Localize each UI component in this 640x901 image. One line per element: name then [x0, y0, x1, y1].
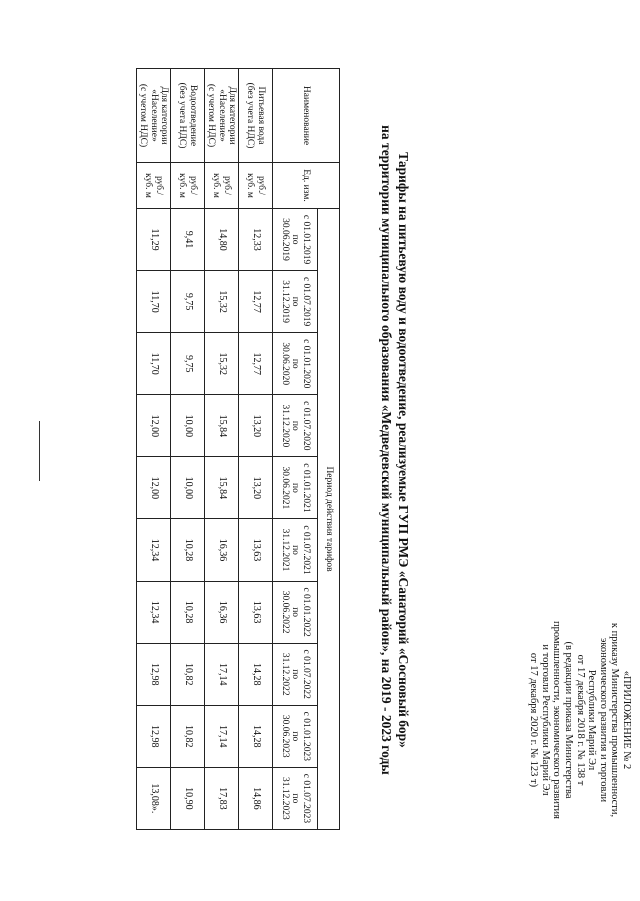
period-to: 31.12.2020: [279, 404, 290, 448]
period-to: 31.12.2019: [279, 280, 290, 324]
period-to: 30.06.2022: [279, 590, 290, 634]
tariff-value-cell: 12,98: [137, 705, 171, 767]
period-mid: по: [290, 483, 301, 493]
row-name-cell: [239, 69, 273, 163]
tariff-value-cell: 10,90: [171, 767, 205, 829]
period-header-cell: [273, 271, 318, 333]
header-unit: Ед. изм.: [273, 163, 340, 209]
tariff-value-cell: 13,08».: [137, 767, 171, 829]
period-from: с 01.07.2021: [300, 525, 311, 575]
tariff-value-cell: 12,77: [239, 271, 273, 333]
period-to: 31.12.2021: [279, 528, 290, 572]
row-name-cell: [171, 69, 205, 163]
document-title: [378, 60, 412, 840]
row-name-line: (с учетом НДС): [206, 83, 217, 148]
period-from: с 01.07.2019: [300, 276, 311, 327]
tariff-value-cell: 15,32: [205, 271, 239, 333]
divider-line: [39, 421, 40, 481]
tariff-value-cell: 15,32: [205, 333, 239, 395]
row-unit-line: куб. м: [143, 173, 154, 198]
tariff-value-cell: 12,00: [137, 457, 171, 519]
period-to: 30.06.2023: [279, 714, 290, 758]
row-name-line: «Население»: [216, 89, 227, 142]
period-from: с 01.01.2021: [300, 463, 311, 513]
row-unit-cell: [205, 163, 239, 209]
table-row: [205, 69, 239, 830]
tariff-value-cell: 15,84: [205, 395, 239, 457]
tariff-value-cell: 12,00: [137, 395, 171, 457]
tariff-value-cell: 16,36: [205, 519, 239, 581]
appendix-line: и торговли Республики Марий Эл: [539, 644, 551, 796]
period-from: с 01.07.2023: [300, 773, 311, 824]
tariff-value-cell: 12,33: [239, 209, 273, 271]
tariff-value-cell: 10,28: [171, 519, 205, 581]
tariff-value-cell: 13,63: [239, 581, 273, 643]
tariff-value-cell: 11,29: [137, 209, 171, 271]
period-mid: по: [290, 731, 301, 742]
appendix-line: Республики Марий Эл: [586, 669, 598, 771]
appendix-header: [528, 560, 632, 880]
period-mid: по: [290, 296, 301, 307]
period-header-cell: [273, 519, 318, 581]
row-name-line: «Население»: [148, 89, 159, 142]
row-name-line: Для категории: [227, 86, 238, 145]
table-row: [239, 69, 273, 830]
table-row: [171, 69, 205, 830]
tariff-value-cell: 17,14: [205, 643, 239, 705]
tariff-value-cell: 12,34: [137, 581, 171, 643]
period-header-cell: [273, 705, 318, 767]
period-to: 31.12.2022: [279, 652, 290, 696]
appendix-line: экономического развития и торговли: [597, 637, 609, 803]
period-mid: по: [290, 420, 301, 431]
row-name-line: (без учета НДС): [177, 82, 188, 149]
row-unit-cell: [137, 163, 171, 209]
row-unit-line: руб./: [188, 175, 198, 196]
tariff-value-cell: 9,75: [171, 271, 205, 333]
tariff-value-cell: 11,70: [137, 271, 171, 333]
row-name-line: (без учета НДС): [245, 82, 256, 149]
tariff-value-cell: 17,83: [205, 767, 239, 829]
period-header-cell: [273, 457, 318, 519]
row-name-line: Питьевая вода: [256, 86, 266, 145]
tariff-value-cell: 10,00: [171, 395, 205, 457]
period-from: с 01.01.2022: [300, 587, 311, 637]
appendix-line: промышленности, экономического развития: [551, 620, 563, 819]
row-name-line: (с учетом НДС): [138, 83, 149, 148]
tariff-value-cell: 14,28: [239, 705, 273, 767]
period-header-cell: [273, 333, 318, 395]
period-to: 30.06.2019: [279, 218, 290, 261]
period-from: с 01.07.2020: [300, 401, 311, 451]
period-mid: по: [290, 234, 301, 245]
appendix-line: от 17 декабря 2018 г. № 138 т: [574, 654, 586, 786]
row-unit-line: руб./: [154, 175, 164, 196]
row-unit-line: куб. м: [245, 173, 256, 198]
appendix-line: к приказу Министерства промышленности,: [609, 622, 621, 818]
tariff-value-cell: 17,14: [205, 705, 239, 767]
row-unit-line: руб./: [222, 175, 232, 196]
period-from: с 01.01.2023: [300, 711, 311, 761]
tariff-value-cell: 13,20: [239, 395, 273, 457]
row-unit-cell: [239, 163, 273, 209]
row-name-cell: [205, 69, 239, 163]
tariff-value-cell: 10,28: [171, 581, 205, 643]
period-from: с 01.07.2022: [300, 649, 311, 699]
tariff-value-cell: 16,36: [205, 581, 239, 643]
period-header-cell: [273, 767, 318, 829]
period-header-cell: [273, 209, 318, 271]
period-mid: по: [290, 669, 301, 680]
tariff-value-cell: 10,82: [171, 705, 205, 767]
period-to: 30.06.2021: [279, 466, 290, 510]
period-header-cell: [273, 643, 318, 705]
title-line-1: Тарифы на питьевую воду и водоотведение, реализуемые ГУП РМЭ «Санаторий «Сосновый бор»: [396, 152, 411, 748]
table-body: [137, 69, 273, 830]
tariff-value-cell: 12,77: [239, 333, 273, 395]
row-name-line: Водоотведение: [188, 84, 198, 147]
table-header-row: [318, 69, 340, 830]
header-name: Наименование: [273, 69, 340, 163]
period-to: 31.12.2023: [279, 777, 290, 820]
row-unit-line: руб./: [256, 175, 266, 196]
tariff-value-cell: 13,20: [239, 457, 273, 519]
tariff-value-cell: 9,41: [171, 209, 205, 271]
tariff-value-cell: 12,34: [137, 519, 171, 581]
title-line-2: на территории муниципального образования «Медведевский муниципальный район», на 2019 - 2023 годы: [379, 125, 394, 775]
tariff-value-cell: 14,86: [239, 767, 273, 829]
appendix-line: «ПРИЛОЖЕНИЕ № 2: [621, 670, 632, 770]
tariff-value-cell: 13,63: [239, 519, 273, 581]
appendix-line: от 17 декабря 2020 г. № 123 т): [528, 652, 540, 788]
tariff-value-cell: 12,98: [137, 643, 171, 705]
period-header-cell: [273, 395, 318, 457]
tariff-value-cell: 10,82: [171, 643, 205, 705]
period-header-cell: [273, 581, 318, 643]
row-unit-line: куб. м: [177, 173, 188, 198]
period-from: с 01.01.2019: [300, 214, 311, 265]
tariff-value-cell: 14,80: [205, 209, 239, 271]
row-unit-cell: [171, 163, 205, 209]
appendix-line: (в редакции приказа Министерства: [563, 641, 575, 799]
row-name-cell: [137, 69, 171, 163]
header-period: Период действия тарифов: [318, 209, 340, 830]
period-from: с 01.01.2020: [300, 339, 311, 389]
tariff-value-cell: 9,75: [171, 333, 205, 395]
tariff-table: [136, 68, 340, 830]
period-mid: по: [290, 545, 301, 555]
row-unit-line: куб. м: [211, 173, 222, 198]
tariff-value-cell: 14,28: [239, 643, 273, 705]
period-mid: по: [290, 607, 301, 618]
period-to: 30.06.2020: [279, 342, 290, 386]
tariff-value-cell: 11,70: [137, 333, 171, 395]
table-row: [137, 69, 171, 830]
period-mid: по: [290, 793, 301, 804]
period-mid: по: [290, 358, 301, 369]
row-name-line: Для категории: [159, 86, 170, 145]
tariff-value-cell: 15,84: [205, 457, 239, 519]
tariff-value-cell: 10,00: [171, 457, 205, 519]
